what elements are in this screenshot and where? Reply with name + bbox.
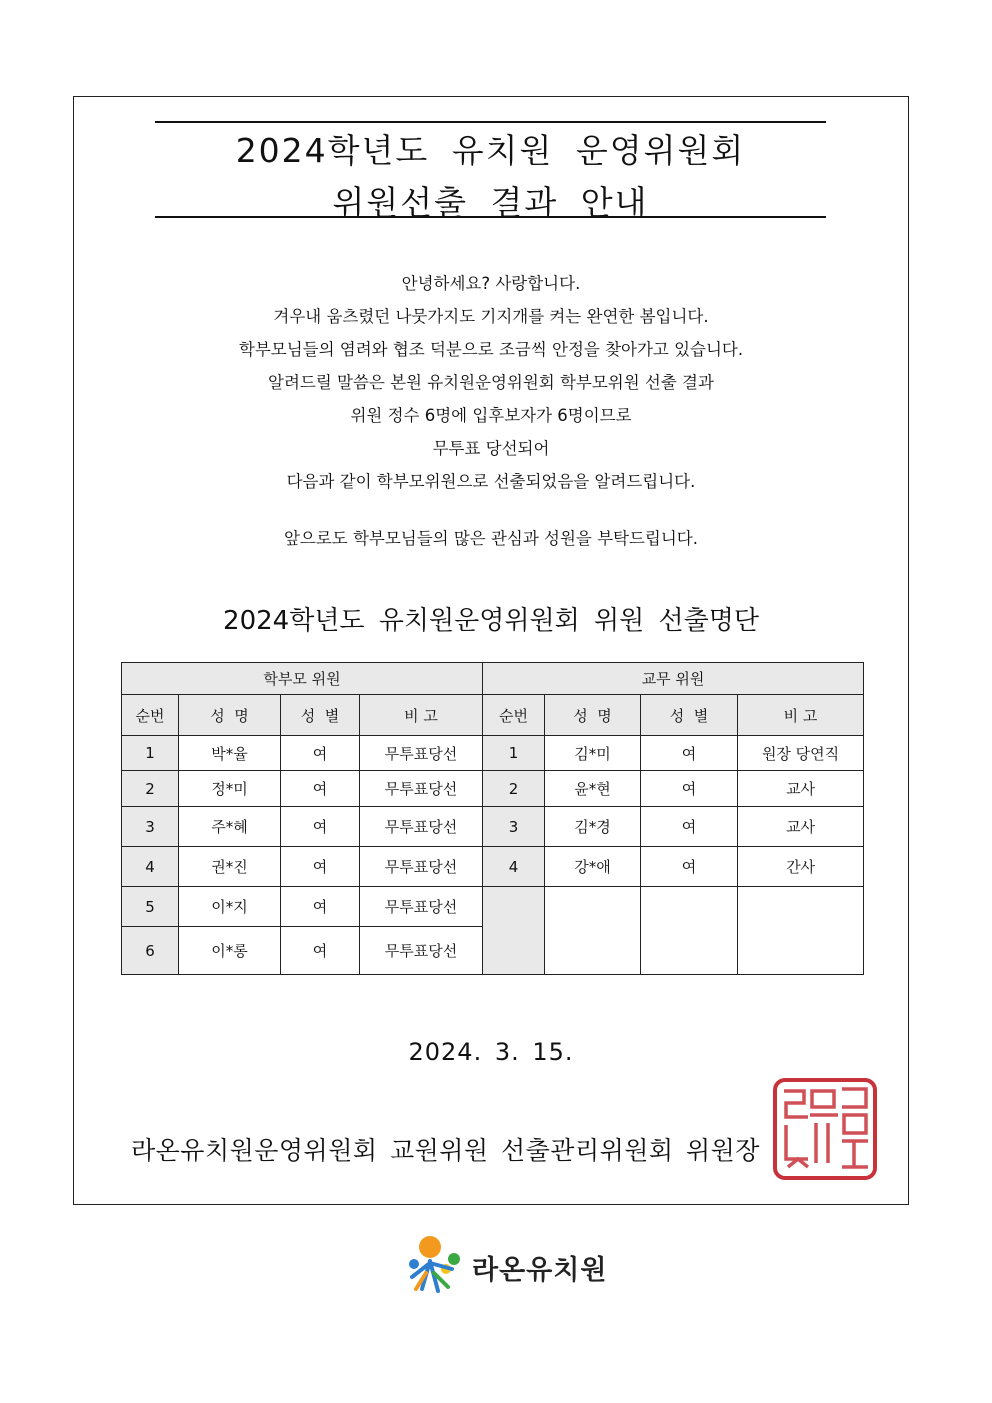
table-row <box>122 887 864 927</box>
header-gender: 성 별 <box>641 695 738 736</box>
teacher-no-empty <box>483 887 545 975</box>
group-header-parent: 학부모 위원 <box>122 663 483 695</box>
parent-note: 무투표당선 <box>360 807 483 847</box>
parent-no: 3 <box>122 807 179 847</box>
header-gender: 성 별 <box>281 695 360 736</box>
header-name: 성 명 <box>545 695 641 736</box>
teacher-note-empty <box>738 887 864 975</box>
members-table <box>121 662 864 975</box>
teacher-no: 4 <box>483 847 545 887</box>
table-row <box>122 736 864 771</box>
teacher-note: 교사 <box>738 771 864 807</box>
header-no: 순번 <box>122 695 179 736</box>
parent-no: 5 <box>122 887 179 927</box>
parent-gender: 여 <box>281 847 360 887</box>
parent-gender: 여 <box>281 736 360 771</box>
teacher-gender: 여 <box>641 807 738 847</box>
group-header-teacher: 교무 위원 <box>483 663 864 695</box>
title-line-1: 2024학년도 유치원 운영위원회 <box>235 131 746 170</box>
parent-no: 2 <box>122 771 179 807</box>
parent-name: 이*지 <box>179 887 281 927</box>
teacher-gender: 여 <box>641 771 738 807</box>
body-line: 학부모님들의 염려와 협조 덕분으로 조금씩 안정을 찾아가고 있습니다. <box>238 340 744 359</box>
parent-note: 무투표당선 <box>360 771 483 807</box>
issue-date: 2024. 3. 15. <box>408 1038 574 1066</box>
parent-note: 무투표당선 <box>360 736 483 771</box>
parent-no: 6 <box>122 927 179 975</box>
header-note: 비 고 <box>738 695 864 736</box>
header-name: 성 명 <box>179 695 281 736</box>
teacher-name: 윤*현 <box>545 771 641 807</box>
body-line: 위원 정수 6명에 입후보자가 6명이므로 <box>350 406 632 425</box>
table-row <box>122 771 864 807</box>
teacher-note: 간사 <box>738 847 864 887</box>
body-line: 안녕하세요? 사랑합니다. <box>401 274 581 293</box>
table-row <box>122 807 864 847</box>
signer-title: 라온유치원운영위원회 교원위원 선출관리위원회 위원장 <box>131 1136 760 1165</box>
title-block <box>155 121 826 222</box>
body-line: 알려드릴 말씀은 본원 유치원운영위원회 학부모위원 선출 결과 <box>268 373 714 392</box>
teacher-name: 김*미 <box>545 736 641 771</box>
parent-note: 무투표당선 <box>360 927 483 975</box>
list-title: 2024학년도 유치원운영위원회 위원 선출명단 <box>223 606 759 636</box>
official-seal <box>772 1077 878 1181</box>
parent-gender: 여 <box>281 807 360 847</box>
logo-text: 라온유치원 <box>472 1255 608 1286</box>
teacher-note: 교사 <box>738 807 864 847</box>
teacher-name: 김*경 <box>545 807 641 847</box>
header-note: 비 고 <box>360 695 483 736</box>
teacher-name: 강*애 <box>545 847 641 887</box>
closing-line: 앞으로도 학부모님들의 많은 관심과 성원을 부탁드립니다. <box>283 529 698 548</box>
teacher-gender: 여 <box>641 847 738 887</box>
title-line-2: 위원선출 결과 안내 <box>332 183 649 222</box>
table-row <box>122 847 864 887</box>
parent-no: 1 <box>122 736 179 771</box>
teacher-no: 3 <box>483 807 545 847</box>
parent-note: 무투표당선 <box>360 847 483 887</box>
parent-name: 주*혜 <box>179 807 281 847</box>
teacher-gender-empty <box>641 887 738 975</box>
teacher-no: 1 <box>483 736 545 771</box>
teacher-no: 2 <box>483 771 545 807</box>
body-line: 무투표 당선되어 <box>432 439 550 458</box>
teacher-name-empty <box>545 887 641 975</box>
header-no: 순번 <box>483 695 545 736</box>
parent-gender: 여 <box>281 771 360 807</box>
teacher-gender: 여 <box>641 736 738 771</box>
parent-name: 박*율 <box>179 736 281 771</box>
parent-name: 이*롱 <box>179 927 281 975</box>
body-line: 다음과 같이 학부모위원으로 선출되었음을 알려드립니다. <box>286 472 696 491</box>
parent-gender: 여 <box>281 887 360 927</box>
parent-name: 권*진 <box>179 847 281 887</box>
parent-gender: 여 <box>281 927 360 975</box>
parent-name: 정*미 <box>179 771 281 807</box>
parent-note: 무투표당선 <box>360 887 483 927</box>
body-line: 겨우내 움츠렸던 나뭇가지도 기지개를 켜는 완연한 봄입니다. <box>273 307 709 326</box>
teacher-note: 원장 당연직 <box>738 736 864 771</box>
parent-no: 4 <box>122 847 179 887</box>
